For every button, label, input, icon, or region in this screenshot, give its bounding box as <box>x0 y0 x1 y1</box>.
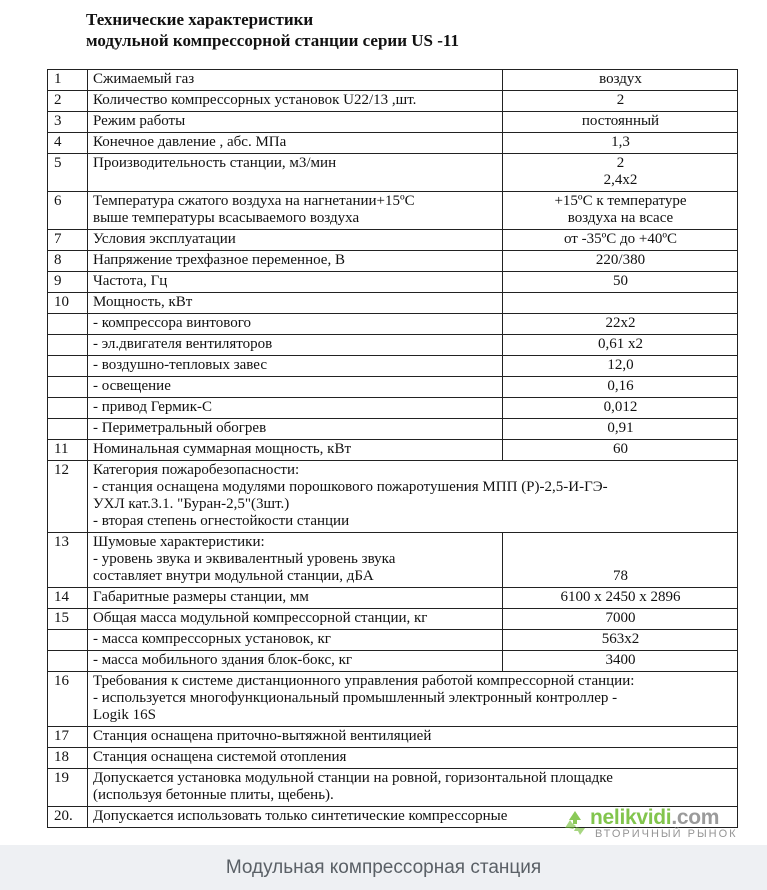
row-number: 17 <box>48 727 88 748</box>
row-parameter: Сжимаемый газ <box>88 70 503 91</box>
row-number: 7 <box>48 230 88 251</box>
row-parameter: Допускается использовать только синтетические компрессорные <box>88 807 738 828</box>
row-value: 78 <box>503 533 738 588</box>
row-number: 11 <box>48 440 88 461</box>
table-row <box>48 651 738 672</box>
table-row <box>48 672 738 727</box>
row-value: постоянный <box>503 112 738 133</box>
table-row <box>48 440 738 461</box>
table-row <box>48 335 738 356</box>
table-row <box>48 727 738 748</box>
row-parameter: Мощность, кВт <box>88 293 503 314</box>
watermark-brand: nelikvidi.com <box>590 806 720 829</box>
row-value: 12,0 <box>503 356 738 377</box>
row-value: 0,91 <box>503 419 738 440</box>
row-parameter: Станция оснащена системой отопления <box>88 748 738 769</box>
table-row <box>48 748 738 769</box>
row-number: 13 <box>48 533 88 588</box>
row-parameter: Габаритные размеры станции, мм <box>88 588 503 609</box>
row-number <box>48 630 88 651</box>
row-parameter: Шумовые характеристики: - уровень звука и эквивалентный уровень звука составляет внутри модульной станции, дБА <box>88 533 503 588</box>
row-value: +15ºС к температуре воздуха на всасе <box>503 192 738 230</box>
row-value: 6100 х 2450 х 2896 <box>503 588 738 609</box>
watermark-tagline: ВТОРИЧНЫЙ РЫНОК <box>595 828 738 840</box>
row-parameter: Производительность станции, м3/мин <box>88 154 503 192</box>
row-number: 1 <box>48 70 88 91</box>
row-number: 3 <box>48 112 88 133</box>
row-value: 0,012 <box>503 398 738 419</box>
row-value: 0,16 <box>503 377 738 398</box>
row-value: 220/380 <box>503 251 738 272</box>
row-value: 60 <box>503 440 738 461</box>
table-row <box>48 533 738 588</box>
row-number <box>48 651 88 672</box>
row-value: воздух <box>503 70 738 91</box>
row-parameter: - масса мобильного здания блок-бокс, кг <box>88 651 503 672</box>
row-number <box>48 419 88 440</box>
table-row <box>48 133 738 154</box>
specifications-table <box>47 69 738 828</box>
row-number: 12 <box>48 461 88 533</box>
table-row <box>48 630 738 651</box>
table-row <box>48 609 738 630</box>
row-parameter: - привод Гермик-С <box>88 398 503 419</box>
row-number: 5 <box>48 154 88 192</box>
row-number <box>48 356 88 377</box>
table-row <box>48 251 738 272</box>
row-value: 563х2 <box>503 630 738 651</box>
row-parameter: - масса компрессорных установок, кг <box>88 630 503 651</box>
table-row <box>48 377 738 398</box>
table-row <box>48 588 738 609</box>
row-parameter: Режим работы <box>88 112 503 133</box>
row-value: 2 2,4х2 <box>503 154 738 192</box>
row-parameter: - эл.двигателя вентиляторов <box>88 335 503 356</box>
row-parameter: Общая масса модульной компрессорной станции, кг <box>88 609 503 630</box>
table-row <box>48 461 738 533</box>
table-row <box>48 272 738 293</box>
table-row <box>48 769 738 807</box>
row-number: 20. <box>48 807 88 828</box>
watermark <box>560 806 760 845</box>
row-number: 18 <box>48 748 88 769</box>
row-number <box>48 398 88 419</box>
row-parameter: Номинальная суммарная мощность, кВт <box>88 440 503 461</box>
row-number: 19 <box>48 769 88 807</box>
row-number <box>48 335 88 356</box>
specifications-table-body <box>48 70 738 828</box>
table-row <box>48 293 738 314</box>
row-parameter: - компрессора винтового <box>88 314 503 335</box>
row-parameter: Напряжение трехфазное переменное, В <box>88 251 503 272</box>
row-number: 6 <box>48 192 88 230</box>
row-parameter: Частота, Гц <box>88 272 503 293</box>
row-parameter: Температура сжатого воздуха на нагнетании+15ºС выше температуры всасываемого воздуха <box>88 192 503 230</box>
row-number: 4 <box>48 133 88 154</box>
row-value: 1,3 <box>503 133 738 154</box>
row-parameter: Требования к системе дистанционного управления работой компрессорной станции: - используется многофункциональный промышленный электронный контроллер - Logik 16S <box>88 672 738 727</box>
row-parameter: Количество компрессорных установок U22/13 ,шт. <box>88 91 503 112</box>
row-parameter: - воздушно-тепловых завес <box>88 356 503 377</box>
row-parameter: - освещение <box>88 377 503 398</box>
table-row <box>48 112 738 133</box>
row-value: 50 <box>503 272 738 293</box>
row-parameter: - Периметральный обогрев <box>88 419 503 440</box>
row-value: 0,61 х2 <box>503 335 738 356</box>
row-number: 8 <box>48 251 88 272</box>
row-parameter: Допускается установка модульной станции на ровной, горизонтальной площадке (используя бетонные плиты, щебень). <box>88 769 738 807</box>
document-title <box>86 9 459 51</box>
row-number: 14 <box>48 588 88 609</box>
row-value <box>503 293 738 314</box>
table-row <box>48 154 738 192</box>
table-row <box>48 91 738 112</box>
row-value: 2 <box>503 91 738 112</box>
row-number <box>48 377 88 398</box>
row-number: 15 <box>48 609 88 630</box>
table-row <box>48 356 738 377</box>
title-line-2: модульной компрессорной станции серии US -11 <box>86 31 459 50</box>
row-parameter: Категория пожаробезопасности: - станция оснащена модулями порошкового пожаротушения МПП (Р)-2,5-И-ГЭ- УХЛ кат.3.1. "Буран-2,5"(3шт.) - вторая степень огнестойкости станции <box>88 461 738 533</box>
table-row <box>48 192 738 230</box>
row-value: от -35ºС до +40ºС <box>503 230 738 251</box>
table-row <box>48 230 738 251</box>
title-line-1: Технические характеристики <box>86 10 314 29</box>
row-number <box>48 314 88 335</box>
row-parameter: Условия эксплуатации <box>88 230 503 251</box>
recycle-icon <box>560 808 590 838</box>
row-number: 10 <box>48 293 88 314</box>
table-row <box>48 70 738 91</box>
row-parameter: Конечное давление , абс. МПа <box>88 133 503 154</box>
row-number: 16 <box>48 672 88 727</box>
table-row <box>48 314 738 335</box>
row-value: 7000 <box>503 609 738 630</box>
row-parameter: Станция оснащена приточно-вытяжной вентиляцией <box>88 727 738 748</box>
image-caption: Модульная компрессорная станция <box>0 845 767 890</box>
row-number: 9 <box>48 272 88 293</box>
row-number: 2 <box>48 91 88 112</box>
row-value: 3400 <box>503 651 738 672</box>
row-value: 22х2 <box>503 314 738 335</box>
table-row <box>48 419 738 440</box>
table-row <box>48 398 738 419</box>
